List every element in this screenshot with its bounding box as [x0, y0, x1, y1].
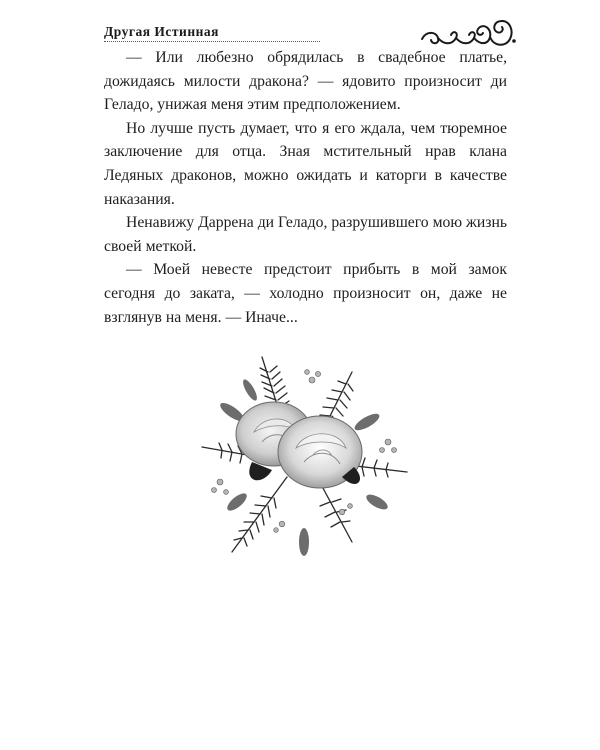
floral-bouquet-illustration: [192, 352, 414, 568]
paragraph-1: — Или любезно обрядилась в свадебное платье, дожидаясь милости дракона? — ядовито произносит ди Геладо, унижая меня этим предположением.: [104, 49, 507, 114]
paragraph-4: — Моей невесте предстоит прибыть в мой замок сегодня до заката, — холодно произносит он, даже не взглянув на меня. — Иначе...: [104, 261, 507, 326]
paragraph-2: Но лучше пусть думает, что я его ждала, чем тюремное заключение для отца. Зная мстительный нрав клана Ледяных драконов, можно ожидать и каторги в качестве наказания.: [104, 119, 507, 208]
header-dotted-rule: [104, 41, 320, 42]
running-head-title: Другая Истинная: [104, 24, 219, 39]
chapter-body-text: [104, 46, 507, 329]
paragraph-3: Ненавижу Даррена ди Геладо, разрушившего мою жизнь своей меткой.: [104, 214, 507, 255]
